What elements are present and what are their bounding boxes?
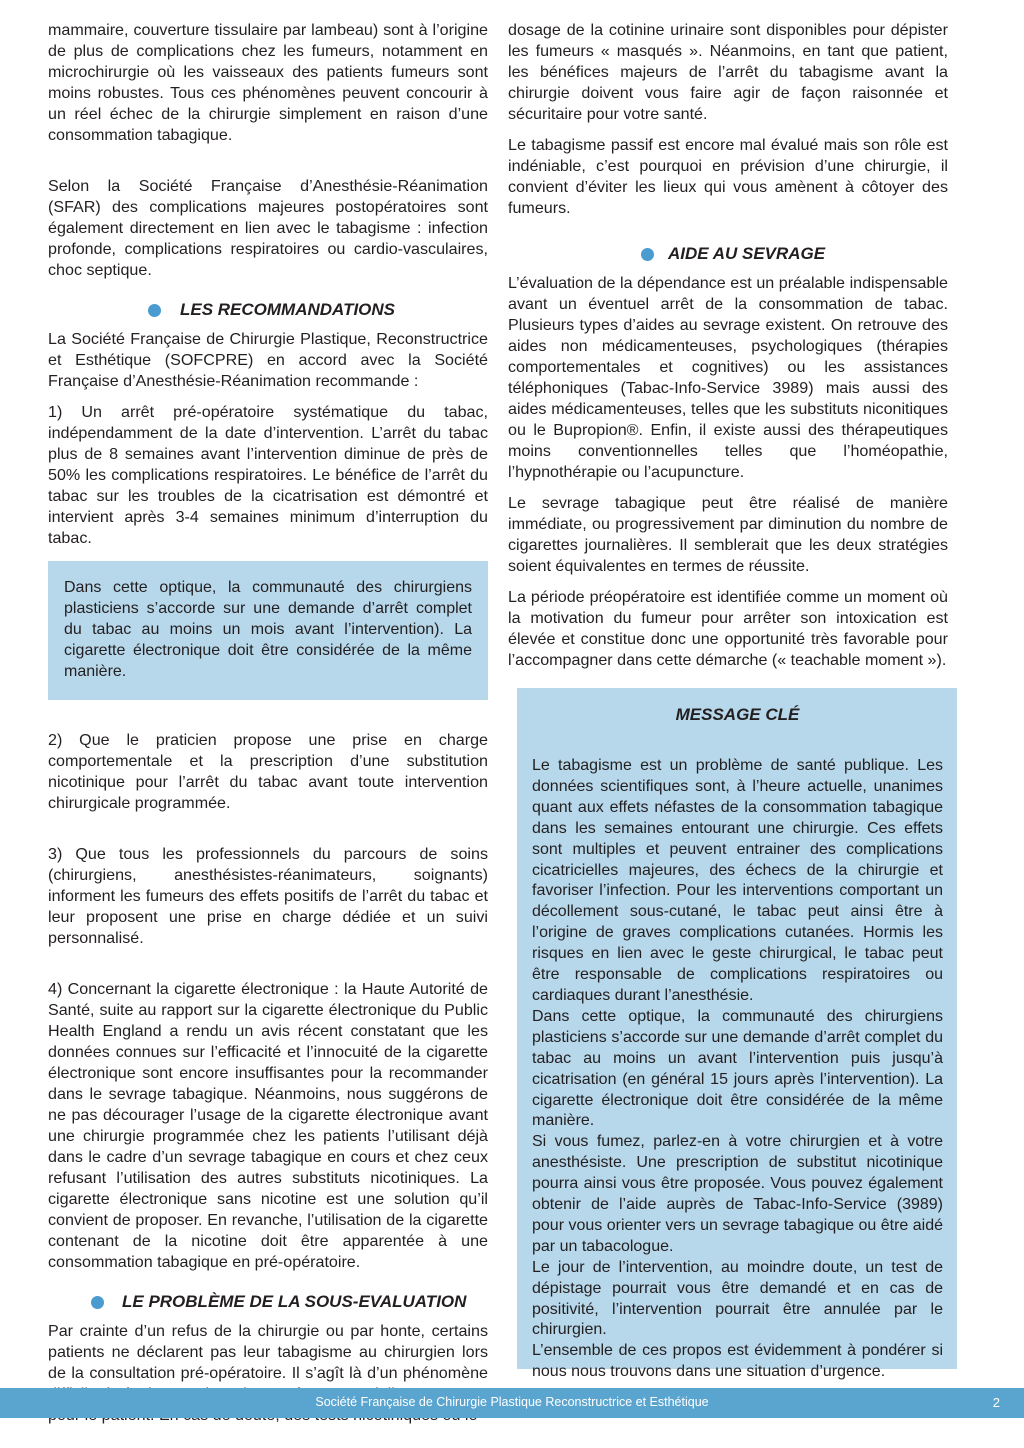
key-message-paragraph-1: Le tabagisme est un problème de santé publique. Les données scientifiques sont, à l’heure actuelle, unanimes quant aux effets néfastes de la consommation tabagique dans les semaines entourant une chirurgie. Ces effets sont multiples et peuvent entrainer des complications cicatricielles majeures, des échecs de la chirurgie et favoriser l’infection. Pour les interventions comportant un décollement sous-cutané, le tabac peut ainsi être à l’origine de graves complications cutanées. Hormis les risques en lien avec le geste chirurgical, le tabac peut être responsable de complications respiratoires ou cardiaques durant l’anesthésie. [532, 757, 943, 1004]
key-message-title: MESSAGE CLÉ [675, 705, 800, 724]
paragraph-tabagisme-passif: Le tabagisme passif est encore mal évalué mais son rôle est indéniable, c’est pourquoi en prévision d’une chirurgie, il convient d’éviter les lieux qui vous amènent à côtoyer des fumeurs. [508, 136, 948, 217]
bullet-dot-icon [91, 1296, 104, 1309]
bullet-dot-icon [148, 304, 161, 317]
key-message-paragraph-5: L’ensemble de ces propos est évidemment à pondérer si nous nous trouvons dans une situation d’urgence. [532, 1342, 943, 1381]
footer-text: Société Française de Chirurgie Plastique Reconstructrice et Esthétique [315, 1395, 709, 1409]
paragraph-sfar: Selon la Société Française d’Anesthésie-Réanimation (SFAR) des complications majeures postopératoires sont également directement en lien avec le tabagisme : infection profonde, complications respiratoires ou cardio-vasculaires, choc septique. [48, 177, 488, 279]
paragraph-recommandation-1: 1) Un arrêt pré-opératoire systématique du tabac, indépendamment de la date d’intervention. L’arrêt du tabac plus de 8 semaines avant l’intervention diminue de près de 50% les complications respiratoires. Le bénéfice de l’arrêt du tabac sur les troubles de la cicatrisation est démontré et intervient après 3-4 semaines minimum d’interruption du tabac. [48, 403, 488, 547]
heading-aide-sevrage [508, 243, 948, 265]
paragraph-periode: La période préopératoire est identifiée comme un moment où la motivation du fumeur pour arrêter son intoxication est élevée et constitue donc une opportunité très favorable pour l’accompagner dans cette démarche (« teachable moment »). [508, 588, 948, 669]
paragraph-intro: mammaire, couverture tissulaire par lambeau) sont à l’origine de plus de complications chez les fumeurs, notamment en microchirurgie où les vaisseaux des patients fumeurs sont moins robustes. Tous ces phénomènes peuvent concourir à un réel échec de la chirurgie simplement en raison d’une consommation tabagique. [48, 21, 488, 144]
left-column [48, 20, 488, 1426]
heading-recommandations [48, 299, 488, 321]
paragraph-recommandation-2: 2) Que le praticien propose une prise en charge comportementale et la prescription d’une substitution nicotinique pour l’arrêt du tabac avant toute intervention chirurgicale programmée. [48, 731, 488, 812]
key-message-paragraph-4: Le jour de l’intervention, au moindre doute, un test de dépistage pourrait vous être demandé et en cas de positivité, l’intervention pourrait être annulée par le chirurgien. [532, 1258, 943, 1339]
highlight-box [48, 561, 488, 700]
paragraph-sofcpre: La Société Française de Chirurgie Plastique, Reconstructrice et Esthétique (SOFCPRE) en accord avec la Société Française d’Anesthésie-Réanimation recommande : [48, 330, 488, 390]
page-number: 2 [992, 1395, 1000, 1410]
heading-aide-sevrage-label: AIDE AU SEVRAGE [668, 244, 826, 263]
paragraph-recommandation-3: 3) Que tous les professionnels du parcours de soins (chirurgiens, anesthésistes-réanimateurs, soignants) informent les fumeurs des effets positifs de l’arrêt du tabac et leur proposent une prise en charge dédiée et un suivi personnalisé. [48, 845, 488, 947]
heading-sous-evaluation-label: LE PROBLÈME DE LA SOUS-EVALUATION [122, 1292, 467, 1311]
heading-sous-evaluation [48, 1291, 488, 1313]
paragraph-recommandation-4: 4) Concernant la cigarette électronique : la Haute Autorité de Santé, suite au rapport sur la cigarette électronique du Public Health England a rendu un avis récent constatant que les données connues sur l’efficacité et l’innocuité de la cigarette électronique sont encore insuffisantes pour la recommander dans le sevrage tabagique. Néanmoins, nous suggérons de ne pas décourager l’usage de la cigarette électronique avant une chirurgie programmée chez les patients l’utilisant déjà dans le cadre d’un sevrage tabagique en cours et chez ceux refusant l’utilisation des autres substituts nicotiniques. La cigarette électronique sans nicotine est une solution qu’il convient de proposer. En revanche, l’utilisation de la cigarette contenant de la nicotine doit être apparentée à une consommation tabagique en pré-opératoire. [48, 980, 488, 1271]
footer-bar [0, 1388, 1024, 1418]
paragraph-sevrage: Le sevrage tabagique peut être réalisé de manière immédiate, ou progressivement par diminution du nombre de cigarettes journalières. Il semblerait que les deux stratégies soient équivalentes en termes de réussite. [508, 494, 948, 575]
paragraph-evaluation: L’évaluation de la dépendance est un préalable indispensable avant un éventuel arrêt de la consommation de tabac. Plusieurs types d’aides au sevrage existent. On retrouve des aides non médicamenteuses, psychologiques (thérapies comportementales et cognitives) ou les assistances téléphoniques (Tabac-Info-Service 3989) mais aussi des aides médicamenteuses, telles que les substituts niconitiques ou le Bupropion®. Enfin, il existe aussi des thérapeutiques moins conventionnelles telles que l’homéopathie, l’hypnothérapie ou l’acupuncture. [508, 274, 948, 481]
key-message-paragraph-3: Si vous fumez, parlez-en à votre chirurgien et à votre anesthésiste. Une prescription de substitut nicotinique pourra ainsi vous être proposée. Vous pouvez également obtenir de l’aide auprès de Tabac-Info-Service (3989) pour vous orienter vers un sevrage tabagique ou être aidé par un tabacologue. [532, 1133, 943, 1255]
paragraph-sous-evaluation: Par crainte d’un refus de la chirurgie ou par honte, certains patients ne déclarent pas leur tabagisme au chirurgien lors de la consultation pré-opératoire. Il s’agît là d’un phénomène [48, 1322, 488, 1382]
highlight-box-text: Dans cette optique, la communauté des chirurgiens plasticiens s’accorde sur une demande d’arrêt complet du tabac au moins un mois avant l’intervention). La cigarette électronique doit être considérée de la même manière. [64, 579, 472, 680]
right-column [508, 20, 948, 671]
heading-recommandations-label: LES RECOMMANDATIONS [180, 300, 396, 319]
paragraph-cotinine: dosage de la cotinine urinaire sont disponibles pour dépister les fumeurs « masqués ». Néanmoins, en tant que patient, les bénéfices majeurs de l’arrêt du tabagisme avant la chirurgie doivent vous faire agir de façon raisonnée et sécuritaire pour votre santé. [508, 21, 948, 123]
bullet-dot-icon [641, 248, 654, 261]
key-message-paragraph-2: Dans cette optique, la communauté des chirurgiens plasticiens s’accorde sur une demande d’arrêt complet du tabac au moins un avant l’intervention puis jusqu’à cicatrisation (en général 15 jours après l’intervention). La cigarette électronique doit être considérée de la même manière. [532, 1007, 943, 1130]
key-message-box [517, 688, 957, 1381]
